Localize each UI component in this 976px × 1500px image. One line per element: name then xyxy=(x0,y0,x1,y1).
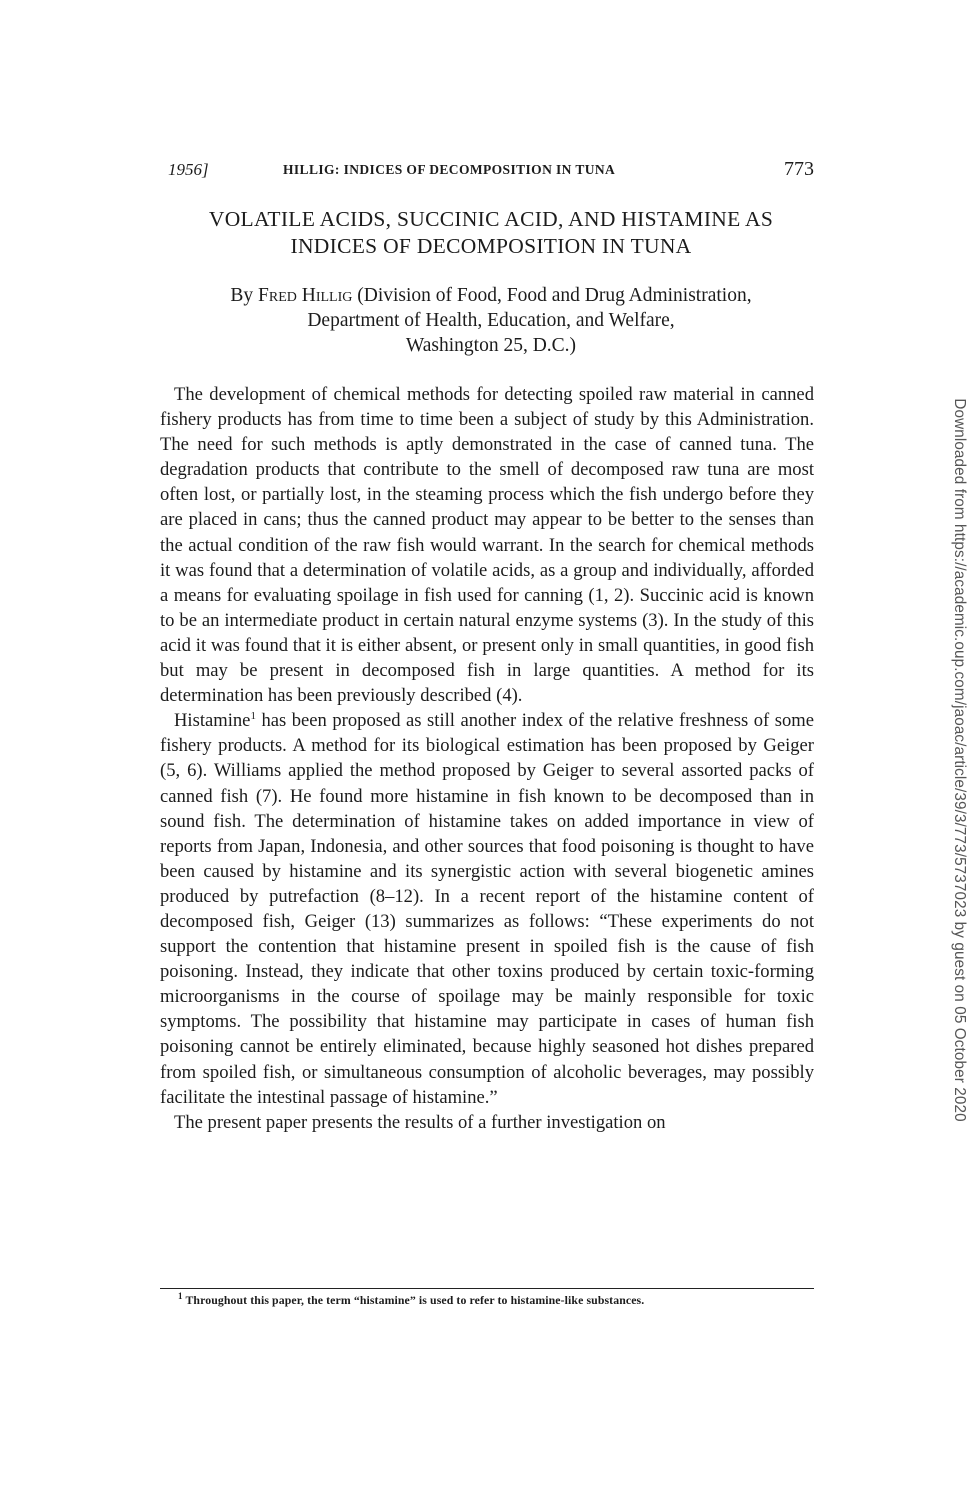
running-head-title: HILLIG: INDICES OF DECOMPOSITION IN TUNA xyxy=(283,162,616,177)
footnote xyxy=(178,1293,818,1308)
footnote-text: Throughout this paper, the term “histamine” is used to refer to histamine-like substances. xyxy=(182,1293,645,1307)
footnote-divider xyxy=(160,1288,814,1289)
download-watermark xyxy=(949,398,969,1122)
byline xyxy=(168,283,814,358)
paragraph-2 xyxy=(160,708,814,1110)
paragraph-2-start: Histamine xyxy=(174,710,251,732)
footnote-reference: 1 xyxy=(250,710,256,723)
byline-line-1 xyxy=(168,283,814,308)
affiliation-2: Department of Health, Education, and Welfare, xyxy=(307,310,675,331)
affiliation-3: Washington 25, D.C.) xyxy=(405,335,577,356)
article-title-line-2: INDICES OF DECOMPOSITION IN TUNA xyxy=(290,234,692,258)
page-number: 773 xyxy=(784,158,814,180)
paragraph-1: The development of chemical methods for detecting spoiled raw material in canned fishery products has from time to time been a subject of study by this Administration. The need for such methods is aptly demonstrated in the case of canned tuna. The degradation products that contribute to the smell of decomposed raw tuna are most often lost, or partially lost, in the steaming process which the fish undergo before they are placed in cans; thus the canned product may appear to be better to the senses than the actual condition of the raw fish would warrant. In the search for chemical methods it was found that a determination of volatile acids, as a group and individually, afforded a means for evaluating spoilage in fish used for canning (1, 2). Succinic acid is known to be an intermediate product in certain natural enzyme systems (3). In the study of this acid it was found that it is either absent, or present only in small quantities, in good fish but may be present in decomposed fish in large quantities. A method for its determination has been previously described (4). xyxy=(160,384,814,707)
article-body xyxy=(160,382,814,1135)
running-head-year: 1956] xyxy=(168,160,209,179)
author-name: Fred Hillig xyxy=(258,285,353,306)
article-title xyxy=(168,206,814,260)
article-title-line-1: VOLATILE ACIDS, SUCCINIC ACID, AND HISTAMINE AS xyxy=(208,207,774,231)
paragraph-2-rest: has been proposed as still another index of the relative freshness of some fishery products. A method for its biological estimation has been proposed by Geiger (5, 6). Williams applied the method proposed by Geiger to several assorted packs of canned fish (7). He found more histamine in fish known to be decomposed than in sound fish. The determination of histamine takes on added importance in view of reports from Japan, Indonesia, and other sources that food poisoning is thought to have been caused by histamine and its synergistic action with several biogenetic amines produced by putrefaction (8–12). In a recent report of the histamine content of decomposed fish, Geiger (13) summarizes as follows: “These experiments do not support the contention that histamine present in spoiled fish is the cause of fish poisoning. Instead, they indicate that other toxins produced by certain toxic-forming microorganisms in the course of spoilage may be mainly responsible for toxic symptoms. The possibility that histamine may participate in cases of human fish poisoning cannot be entirely eliminated, because highly seasoned hot dishes prepared from spoiled fish, or simultaneous consumption of alcoholic beverages, may possibly facilitate the intestinal passage of histamine.” xyxy=(160,710,814,1108)
footnote-marker: 1 xyxy=(178,1291,183,1302)
running-head xyxy=(168,158,814,184)
paragraph-3: The present paper presents the results of a further investigation on xyxy=(174,1111,666,1133)
download-watermark-text: Downloaded from https://academic.oup.com/jaoac/article/39/3/773/5737023 by guest on 05 October 2020 xyxy=(951,398,968,1122)
affiliation-1: (Division of Food, Food and Drug Administration, xyxy=(357,285,752,306)
byline-by: By xyxy=(230,285,254,306)
